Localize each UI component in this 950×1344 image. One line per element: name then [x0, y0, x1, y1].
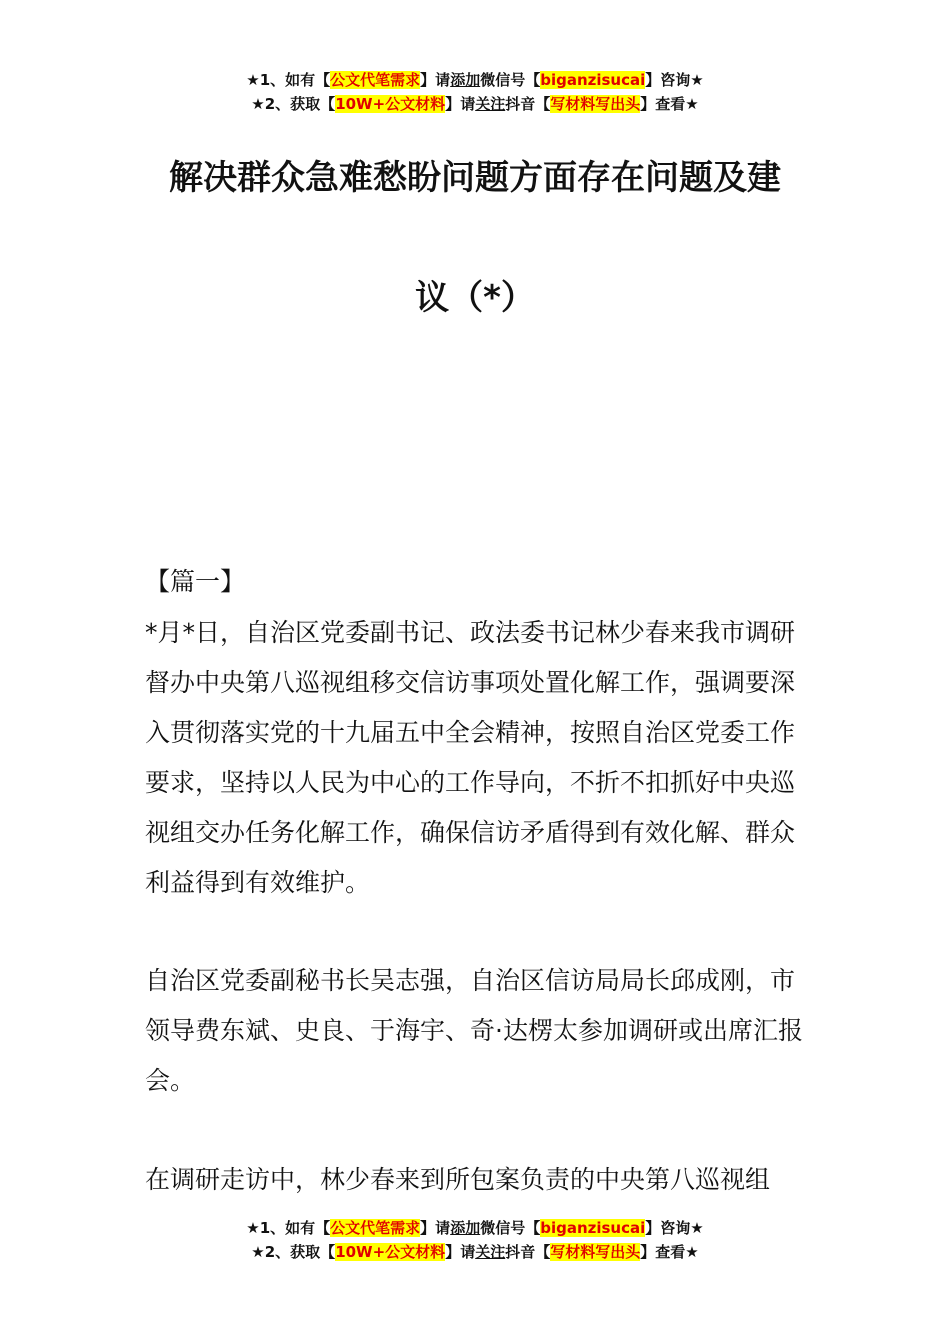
banner-text: 微信号【 [480, 1219, 541, 1237]
banner-line-2 [0, 1240, 950, 1264]
body-paragraph: *月*日，自治区党委副书记、政法委书记林少春来我市调研督办中央第八巡视组移交信访事项处置化解工作，强调要深入贯彻落实党的十九届五中全会精神，按照自治区党委工作要求，坚持以人民为中心的工作导向，不折不扣抓好中央巡视组交办任务化解工作，确保信访矛盾得到有效化解、群众利益得到有效维护。 [145, 618, 796, 897]
banner-highlight: biganzisucai [540, 1219, 646, 1237]
banner-text: 】请 [445, 95, 476, 113]
banner-underlined: 添加 [450, 71, 481, 89]
banner-text: 】请 [445, 1243, 476, 1261]
banner-underlined: 关注 [475, 1243, 506, 1261]
footer-banner [0, 1216, 950, 1264]
banner-highlight: 公文代笔需求 [330, 1219, 421, 1237]
body-paragraph: 在调研走访中，林少春来到所包案负责的中央第八巡视组 [145, 1165, 771, 1194]
banner-line-1 [0, 1216, 950, 1240]
document-title-line-1: 解决群众急难愁盼问题方面存在问题及建 [169, 158, 781, 198]
header-banner [0, 68, 950, 116]
banner-text: 抖音【 [505, 1243, 551, 1261]
banner-text: ★2、获取【 [251, 1243, 336, 1261]
banner-highlight: 10W+公文材料 [335, 1243, 446, 1261]
banner-text: 】查看★ [640, 95, 699, 113]
banner-text: 】请 [420, 71, 451, 89]
banner-highlight: 写材料写出头 [550, 1243, 641, 1261]
banner-text: 微信号【 [480, 71, 541, 89]
banner-line-2 [0, 92, 950, 116]
banner-highlight: 10W+公文材料 [335, 95, 446, 113]
banner-highlight: 写材料写出头 [550, 95, 641, 113]
section-label: 【篇一】 [145, 567, 246, 596]
banner-underlined: 关注 [475, 95, 506, 113]
banner-highlight: biganzisucai [540, 71, 646, 89]
banner-text: ★1、如有【 [246, 71, 331, 89]
banner-text: ★1、如有【 [246, 1219, 331, 1237]
banner-text: ★2、获取【 [251, 95, 336, 113]
banner-line-1 [0, 68, 950, 92]
body-paragraph: 自治区党委副秘书长吴志强，自治区信访局局长邱成刚，市领导费东斌、史良、于海宇、奇·达楞太参加调研或出席汇报会。 [145, 966, 803, 1095]
document-title-line-2: 议（*） [415, 278, 535, 318]
banner-text: 】查看★ [640, 1243, 699, 1261]
banner-text: 】咨询★ [645, 1219, 704, 1237]
banner-underlined: 添加 [450, 1219, 481, 1237]
banner-highlight: 公文代笔需求 [330, 71, 421, 89]
banner-text: 】咨询★ [645, 71, 704, 89]
banner-text: 抖音【 [505, 95, 551, 113]
banner-text: 】请 [420, 1219, 451, 1237]
